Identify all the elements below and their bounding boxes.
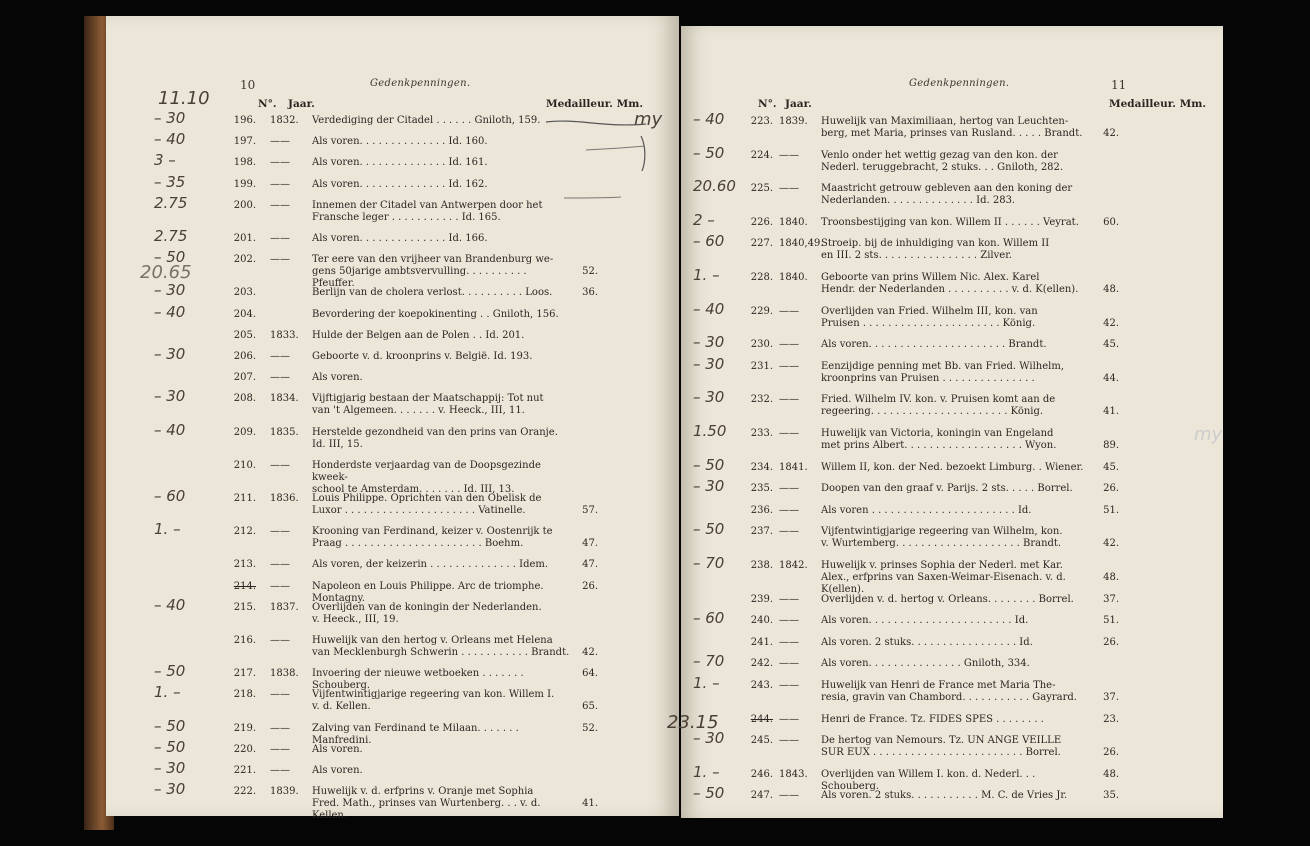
entry-description: Troonsbestijging van kon. Willem II . . . . . . Veyrat. [821, 216, 1079, 228]
pencil-price-note: 1. – [693, 762, 720, 781]
entry-description: Willem II, kon. der Ned. bezoekt Limburg. . Wiener. [821, 461, 1084, 473]
pencil-price-note: – 50 [154, 662, 186, 681]
pencil-price-note: 20.60 [693, 177, 736, 196]
pencil-price-note: – 30 [154, 281, 186, 300]
entry-year: —— [270, 459, 290, 471]
entry-diameter: 35. [1103, 790, 1119, 802]
pencil-price-note: 2.75 [154, 227, 188, 245]
entry-description: Als voren . . . . . . . . . . . . . . . . . . . . . . . Id. [821, 504, 1032, 516]
entry-description: De hertog van Nemours. Tz. UN ANGE VEILLE SUR EUX . . . . . . . . . . . . . . . . . . . . . . . . Borrel. [821, 735, 1062, 759]
entry-year: —— [270, 526, 290, 538]
entry-number: 234. [750, 461, 773, 473]
entry-year: —— [779, 149, 799, 161]
pencil-price-note: – 50 [154, 716, 186, 735]
entry-number: 238. [750, 560, 773, 571]
pencil-price-note: – 30 [154, 759, 186, 777]
entry-year: —— [779, 615, 799, 627]
entry-description: Berlijn van de cholera verlost. . . . . . . . . . Loos. [312, 287, 553, 299]
entry-number: 233. [750, 428, 773, 439]
entry-number: 204. [233, 308, 256, 320]
pencil-price-note: – 40 [693, 299, 725, 318]
pencil-price-note: – 40 [154, 130, 186, 149]
entry-description: Als voren. [312, 372, 363, 384]
entry-diameter: 26. [1103, 747, 1119, 759]
entry-number: 220. [233, 743, 256, 755]
entry-number: 213. [233, 559, 256, 571]
entry-description: Als voren. 2 stuks. . . . . . . . . . . M. C. de Vries Jr. [821, 790, 1068, 802]
entry-number: 216. [233, 635, 256, 646]
entry-description: Als voren. . . . . . . . . . . . . . Id. 162. [312, 178, 488, 190]
entry-description: Geboorte v. d. kroonprins v. België. Id. 193. [312, 351, 533, 362]
entry-number: 228. [750, 272, 773, 283]
pencil-price-note: – 50 [154, 737, 186, 756]
entry-year: —— [779, 183, 799, 195]
entry-year: —— [779, 790, 799, 802]
margin-scribble: my [634, 109, 663, 130]
pencil-price-note: – 40 [154, 420, 186, 439]
entry-number: 207. [233, 372, 256, 384]
entry-diameter: 51. [1103, 504, 1119, 516]
entry-number: 235. [750, 483, 773, 495]
entry-description: Huwelijk van Victoria, koningin van Engeland met prins Albert. . . . . . . . . . . . . . . . . . . Wyon. [821, 428, 1057, 451]
pencil-price-note: – 60 [693, 609, 725, 628]
entry-number: 223. [750, 116, 773, 127]
pencil-price-note: – 50 [154, 248, 186, 267]
entry-diameter: 47. [582, 538, 598, 550]
entry-year: —— [779, 504, 799, 516]
entry-description: Krooning van Ferdinand, keizer v. Oostenrijk te Praag . . . . . . . . . . . . . . . . . . . . . . Boehm. [312, 526, 553, 550]
margin-total-note: 11.10 [158, 88, 210, 109]
entry-description: Innemen der Citadel van Antwerpen door het Fransche leger . . . . . . . . . . . Id. 165. [312, 199, 543, 223]
entry-year: 1839. [270, 786, 299, 798]
entry-description: Huwelijk van den hertog v. Orleans met Helena van Mecklenburgh Schwerin . . . . . . . . . . . Brandt. [312, 635, 570, 658]
entry-diameter: 89. [1103, 440, 1119, 451]
entry-number: 239. [750, 593, 773, 605]
entry-description: Als voren, der keizerin . . . . . . . . . . . . . . Idem. [312, 559, 549, 571]
entry-number: 215. [233, 601, 256, 613]
entry-year: 1837. [270, 601, 299, 613]
pencil-price-note: 2.75 [154, 193, 188, 212]
entry-diameter: 26. [1103, 636, 1119, 648]
entry-number: 197. [233, 136, 256, 148]
entry-year: —— [270, 233, 290, 244]
entry-number: 243. [750, 680, 773, 691]
entry-number: 224. [750, 149, 773, 161]
pencil-price-note: – 70 [693, 554, 725, 572]
pencil-price-note: – 60 [154, 487, 186, 505]
entry-number: 218. [233, 689, 256, 701]
entry-year: —— [270, 351, 290, 362]
entry-number: 241. [750, 636, 773, 648]
right-page [667, 26, 1223, 818]
entry-year: —— [270, 559, 290, 571]
entry-description: Fried. Wilhelm IV. kon. v. Pruisen komt aan de regeering. . . . . . . . . . . . . . . . . . . . . . König. [821, 394, 1056, 418]
entry-year: 1836. [270, 493, 299, 504]
entry-number: 211. [233, 493, 256, 504]
entry-year: 1840,49. [779, 238, 824, 250]
entry-year: —— [779, 713, 799, 725]
entry-diameter: 42. [1103, 538, 1119, 550]
entry-diameter: 52. [582, 722, 598, 734]
pencil-price-note: – 70 [693, 652, 725, 671]
entry-diameter: 37. [1103, 593, 1119, 605]
entry-number: 236. [750, 504, 773, 516]
entry-description: Als voren. . . . . . . . . . . . . . Id. 161. [312, 157, 488, 169]
entry-year: —— [779, 636, 799, 648]
entry-description: Huwelijk van Henri de France met Maria The- resia, gravin van Chambord. . . . . . . . . . . Gayrard. [821, 680, 1077, 703]
entry-diameter: 42. [582, 647, 598, 658]
entry-year: 1834. [270, 393, 299, 405]
entry-year: —— [779, 339, 799, 351]
pencil-price-note: – 30 [154, 345, 186, 363]
entry-year: —— [270, 254, 290, 266]
column-header-year: Jaar. [785, 98, 812, 110]
entry-number: 246. [750, 768, 773, 780]
pencil-price-note: 1.50 [693, 422, 727, 440]
entry-diameter: 65. [582, 701, 598, 713]
entry-diameter: 48. [1103, 768, 1119, 780]
entry-number: 247. [750, 790, 773, 802]
entry-year: —— [270, 157, 290, 169]
entry-diameter: 37. [1103, 692, 1119, 703]
entry-diameter: 57. [582, 505, 598, 516]
entry-year: —— [779, 680, 799, 691]
margin-total-note: 20.65 [140, 262, 192, 283]
entry-diameter: 64. [582, 668, 598, 680]
running-title: Gedenkpenningen. [909, 78, 1010, 89]
entry-year: —— [270, 178, 290, 190]
entry-diameter: 48. [1103, 284, 1119, 295]
margin-scribble: my [1194, 424, 1223, 445]
pencil-price-note: 3 – [154, 151, 176, 170]
entry-diameter: 48. [1103, 572, 1119, 583]
right-entry-list [681, 26, 1223, 818]
entry-description: Louis Philippe. Oprichten van den Obelisk de Luxor . . . . . . . . . . . . . . . . . . . . . Vatinelle. [312, 493, 542, 516]
entry-diameter: 51. [1103, 615, 1119, 627]
pencil-price-note: 1. – [154, 683, 181, 702]
entry-year: —— [270, 580, 290, 592]
entry-description: Napoleon en Louis Philippe. Arc de triomphe. Montagny. [312, 580, 544, 604]
page-number: 11 [1111, 78, 1127, 92]
column-header-year: Jaar. [288, 98, 315, 110]
entry-number: 200. [233, 199, 256, 211]
entry-description: Als voren. . . . . . . . . . . . . . . Gniloth, 334. [821, 658, 1030, 670]
entry-description: Huwelijk van Maximiliaan, hertog van Leuchten- berg, met Maria, prinses van Rusland. . . . . Brandt. [821, 116, 1083, 139]
entry-number: 237. [750, 526, 773, 538]
entry-diameter: 41. [1103, 406, 1119, 418]
entry-description: Als voren. [312, 743, 363, 755]
entry-year: —— [779, 305, 799, 317]
entry-year: 1840. [779, 216, 808, 228]
entry-number: 226. [750, 216, 773, 228]
entry-number: 199. [233, 178, 256, 190]
entry-number: 208. [233, 393, 256, 405]
running-title: Gedenkpenningen. [370, 78, 471, 89]
entry-description: Hulde der Belgen aan de Polen . . Id. 201. [312, 329, 525, 341]
entry-description: Huwelijk v. d. erfprins v. Oranje met Sophia Fred. Math., prinses van Wurtenberg. . . v. d. Kellen. [312, 786, 541, 822]
entry-description: Als voren. . . . . . . . . . . . . . . . . . . . . . . Id. [821, 615, 1029, 627]
entry-description: Overlijden van Fried. Wilhelm III, kon. van Pruisen . . . . . . . . . . . . . . . . . . . . . . König. [821, 305, 1038, 329]
entry-description: Overlijden v. d. hertog v. Orleans. . . . . . . . Borrel. [821, 593, 1074, 605]
entry-description: Honderdste verjaardag van de Doopsgezinde kweek- school te Amsterdam. . . . . . . Id. III, 13. [312, 459, 541, 495]
entry-description: Overlijden van Willem I. kon. d. Nederl. . . Schouberg. [821, 768, 1036, 792]
entry-diameter: 47. [582, 559, 598, 571]
entry-diameter: 60. [1103, 216, 1119, 228]
entry-number: 230. [750, 339, 773, 351]
entry-number: 229. [750, 305, 773, 317]
entry-diameter: 42. [1103, 128, 1119, 139]
entry-number: 227. [750, 238, 773, 250]
entry-description: Vijftigjarig bestaan der Maatschappij: Tot nut van 't Algemeen. . . . . . . v. Heeck., III, 11. [312, 393, 544, 417]
entry-number: 205. [233, 329, 256, 341]
pencil-price-note: – 30 [693, 729, 725, 748]
entry-year: 1840. [779, 272, 808, 283]
entry-diameter: 36. [582, 287, 598, 299]
entry-year: —— [779, 658, 799, 670]
entry-description: Stroeip. bij de inhuldiging van kon. Willem II en III. 2 sts. . . . . . . . . . . . . . . . Zilver. [821, 238, 1050, 262]
entry-diameter: 23. [1103, 713, 1119, 725]
entry-number: 203. [233, 287, 256, 299]
entry-number: 221. [233, 765, 256, 776]
entry-description: Invoering der nieuwe wetboeken . . . . . . . Schouberg. [312, 668, 524, 692]
pencil-price-note: 1. – [693, 674, 720, 692]
pencil-price-note: 1. – [693, 266, 720, 284]
entry-number: 212. [233, 526, 256, 538]
pencil-price-note: – 35 [154, 172, 186, 191]
entry-number: 225. [750, 183, 773, 195]
pencil-price-note: – 30 [693, 333, 725, 352]
pencil-price-note: – 30 [693, 388, 725, 407]
entry-diameter: 52. [582, 266, 598, 278]
left-page [106, 16, 679, 822]
entry-description: Als voren. 2 stuks. . . . . . . . . . . . . . . . . Id. [821, 636, 1033, 648]
entry-description: Als voren. . . . . . . . . . . . . . Id. 166. [312, 233, 488, 244]
entry-year: 1833. [270, 329, 299, 341]
entry-number: 206. [233, 351, 256, 362]
pencil-price-note: – 40 [693, 110, 725, 128]
entry-year: 1835. [270, 426, 299, 438]
entry-number: 242. [750, 658, 773, 670]
entry-description: Herstelde gezondheid van den prins van Oranje. Id. III, 15. [312, 426, 558, 450]
pencil-price-note: – 30 [154, 780, 186, 799]
margin-total-note: 23.15 [667, 712, 719, 733]
page-number: 10 [240, 78, 256, 92]
entry-year: 1839. [779, 116, 808, 127]
entry-year: —— [779, 360, 799, 372]
entry-year: —— [779, 483, 799, 495]
entry-diameter: 45. [1103, 339, 1119, 351]
entry-diameter: 26. [1103, 483, 1119, 495]
entry-number: 209. [233, 426, 256, 438]
pencil-price-note: – 50 [693, 520, 725, 539]
column-header-medal: Medailleur. Mm. [546, 98, 643, 110]
pencil-price-note: 1. – [154, 520, 181, 539]
entry-diameter: 42. [1103, 317, 1119, 329]
entry-year: —— [270, 199, 290, 211]
pencil-price-note: – 60 [693, 232, 725, 251]
entry-number: 202. [233, 254, 256, 266]
entry-number: 244. [750, 713, 773, 725]
entry-number: 219. [233, 722, 256, 734]
entry-description: Als voren. [312, 765, 363, 776]
entry-year: —— [270, 136, 290, 148]
entry-number: 240. [750, 615, 773, 627]
entry-number: 231. [750, 360, 773, 372]
entry-description: Als voren. . . . . . . . . . . . . . Id. 160. [312, 136, 488, 148]
pencil-price-note: – 30 [693, 477, 725, 496]
entry-description: Bevordering der koepokinenting . . Gniloth, 156. [312, 308, 559, 320]
entry-description: Geboorte van prins Willem Nic. Alex. Karel Hendr. der Nederlanden . . . . . . . . . . v. d. K(ellen). [821, 272, 1079, 295]
column-header-no: N°. [258, 98, 277, 110]
entry-year: —— [779, 593, 799, 605]
entry-number: 214. [233, 580, 256, 592]
entry-description: Overlijden van de koningin der Nederlanden. v. Heeck., III, 19. [312, 601, 542, 625]
entry-year: 1842. [779, 560, 808, 571]
entry-description: Maastricht getrouw gebleven aan den koning der Nederlanden. . . . . . . . . . . . . . Id. 283. [821, 183, 1073, 207]
entry-year: 1841. [779, 461, 808, 473]
entry-year: —— [270, 765, 290, 776]
entry-year: —— [779, 428, 799, 439]
entry-description: Vijfentwintigjarige regeering van kon. Willem I. v. d. Kellen. [312, 689, 555, 713]
column-header-medal: Medailleur. Mm. [1109, 98, 1206, 110]
column-header-no: N°. [758, 98, 777, 110]
entry-number: 196. [233, 115, 256, 126]
entry-year: —— [270, 722, 290, 734]
entry-description: Zalving van Ferdinand te Milaan. . . . . . . Manfredini. [312, 722, 519, 746]
pencil-price-note: – 30 [154, 387, 186, 406]
entry-year: —— [779, 735, 799, 747]
entry-number: 198. [233, 157, 256, 169]
entry-year: —— [270, 372, 290, 384]
entry-description: Doopen van den graaf v. Parijs. 2 sts. . . . . Borrel. [821, 483, 1073, 495]
entry-year: —— [270, 743, 290, 755]
pencil-price-note: – 30 [154, 109, 186, 127]
pencil-price-note: – 50 [693, 143, 725, 162]
pencil-price-note: 2 – [693, 210, 715, 229]
entry-year: 1832. [270, 115, 299, 126]
entry-year: 1843. [779, 768, 808, 780]
entry-diameter: 45. [1103, 461, 1119, 473]
entry-description: Henri de France. Tz. FIDES SPES . . . . . . . . [821, 713, 1044, 725]
entry-year: —— [270, 689, 290, 701]
pencil-scribble [546, 116, 656, 216]
entry-number: 201. [233, 233, 256, 244]
entry-year: —— [779, 394, 799, 406]
entry-year: —— [779, 526, 799, 538]
open-book [84, 16, 1226, 832]
pencil-price-note: – 30 [693, 354, 725, 373]
entry-description: Vijfentwintigjarige regeering van Wilhelm, kon. v. Wurtemberg. . . . . . . . . . . . . . . . . . . . Brandt. [821, 526, 1063, 550]
entry-description: Eenzijdige penning met Bb. van Fried. Wilhelm, kroonprins van Pruisen . . . . . . . . . . . . . . . [821, 360, 1064, 384]
entry-diameter: 26. [582, 580, 598, 592]
entry-diameter: 44. [1103, 372, 1119, 384]
entry-number: 245. [750, 735, 773, 747]
pencil-price-note: – 50 [693, 784, 725, 803]
pencil-price-note: – 40 [154, 302, 186, 321]
entry-diameter: 41. [582, 798, 598, 810]
pencil-price-note: – 40 [154, 595, 186, 614]
entry-number: 210. [233, 459, 256, 471]
entry-number: 217. [233, 668, 256, 680]
entry-number: 232. [750, 394, 773, 406]
pencil-price-note: – 50 [693, 455, 725, 474]
entry-description: Ter eere van den vrijheer van Brandenburg we- gens 50jarige ambtsvervulling. . . . . . . . . . Pfeuffer. [312, 254, 554, 290]
entry-description: Als voren. . . . . . . . . . . . . . . . . . . . . . Brandt. [821, 339, 1047, 351]
entry-description: Venlo onder het wettig gezag van den kon. der Nederl. teruggebracht, 2 stuks. . . Gniloth, 282. [821, 149, 1064, 173]
entry-description: Verdediging der Citadel . . . . . . Gniloth, 159. [312, 115, 541, 126]
entry-year: 1838. [270, 668, 299, 680]
entry-description: Huwelijk v. prinses Sophia der Nederl. met Kar. Alex., erfprins van Saxen-Weimar-Eisenach. v. d. K(ellen). [821, 560, 1066, 595]
entry-number: 222. [233, 786, 256, 798]
entry-year: —— [270, 635, 290, 646]
